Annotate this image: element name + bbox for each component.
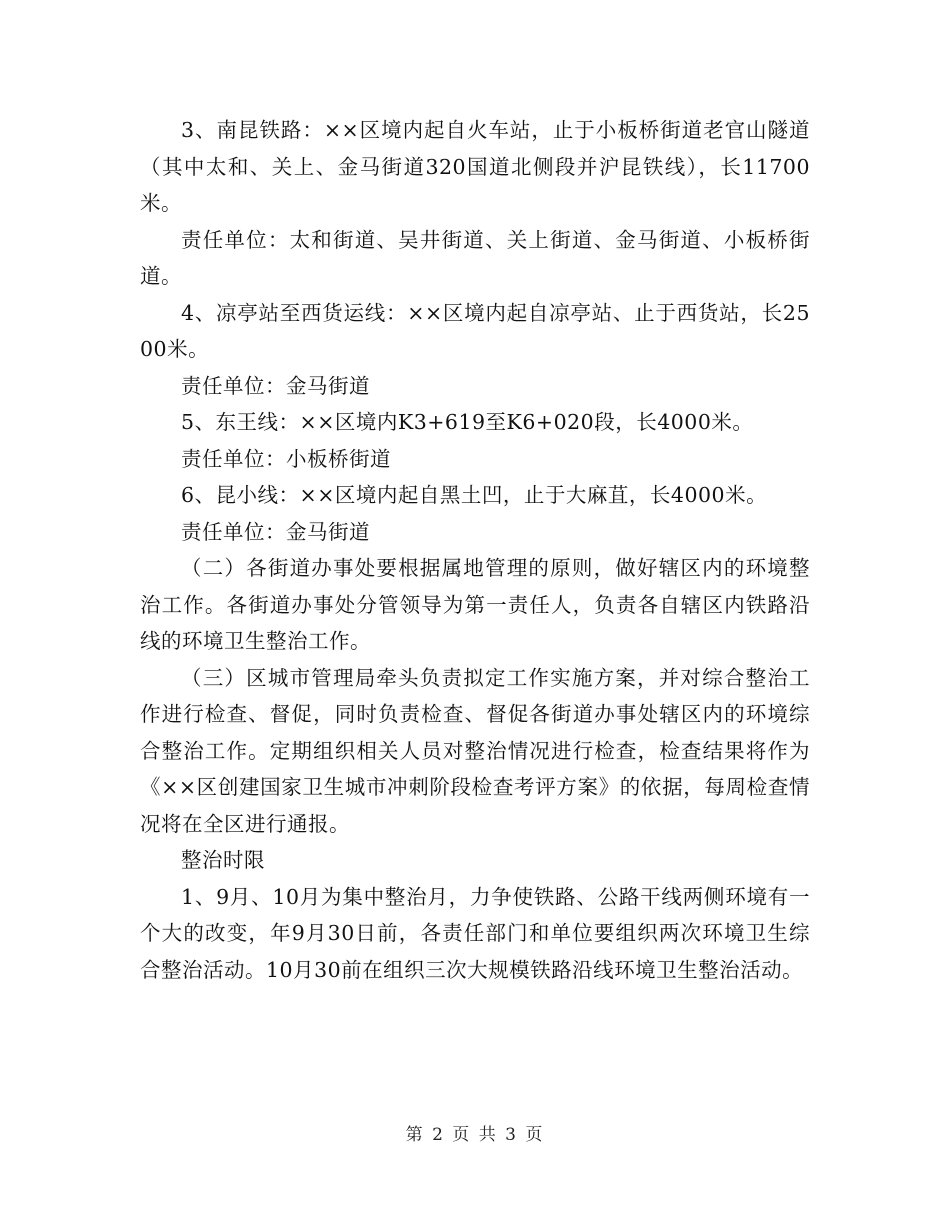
paragraph-responsible-unit: 责任单位：金马街道 (181, 519, 370, 544)
document-body (140, 112, 810, 988)
section-heading-time-limit: 整治时限 (181, 848, 265, 872)
paragraph-section-two: （二）各街道办事处要根据属地管理的原则，做好辖区内的环境整治工作。各街道办事处分管领导为第一责任人，负责各自辖区内铁路沿线的环境卫生整治工作。 (140, 556, 810, 653)
paragraph-time-limit-item-1: 1、9月、10月为集中整治月，力争使铁路、公路干线两侧环境有一个大的改变，年9月30日前，各责任部门和单位要组织两次环境卫生综合整治活动。10月30前在组织三次大规模铁路沿线环境卫生整治活动。 (140, 884, 810, 982)
paragraph-section-three: （三）区城市管理局牵头负责拟定工作实施方案，并对综合整治工作进行检查、督促，同时负责检查、督促各街道办事处辖区内的环境综合整治工作。定期组织相关人员对整治情况进行检查，检查结果将作为《××区创建国家卫生城市冲刺阶段检查考评方案》的依据，每周检查情况将在全区进行通报。 (140, 665, 810, 836)
paragraph-nankun-railway: 3、南昆铁路：××区境内起自火车站，止于小板桥街道老官山隧道（其中太和、关上、金马街道320国道北侧段并沪昆铁线），长11700米。 (140, 118, 810, 215)
paragraph-dongwang-line: 5、东王线：××区境内K3+619至K6+020段，长4000米。 (181, 410, 754, 434)
page-number-footer: 第 2 页 共 3 页 (405, 1125, 545, 1145)
paragraph-liangting-line: 4、凉亭站至西货运线：××区境内起自凉亭站、止于西货站，长2500米。 (140, 300, 810, 361)
paragraph-responsible-unit: 责任单位：小板桥街道 (181, 446, 391, 471)
paragraph-responsible-unit: 责任单位：金马街道 (181, 373, 370, 398)
paragraph-kunxiao-line: 6、昆小线：××区境内起自黑土凹，止于大麻苴，长4000米。 (181, 483, 768, 507)
paragraph-responsible-unit: 责任单位：太和街道、吴井街道、关上街道、金马街道、小板桥街道。 (140, 227, 810, 288)
